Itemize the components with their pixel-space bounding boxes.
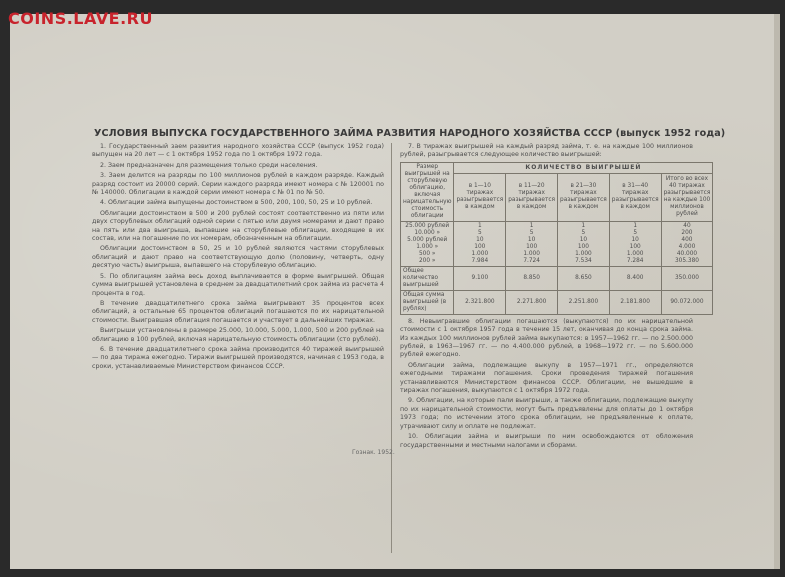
- table-cell: 1 5 10 100 1.000 7.284: [609, 221, 661, 266]
- site-watermark: COINS.LAVE.RU: [8, 9, 153, 28]
- right-column: [400, 143, 711, 452]
- paragraph: 2. Заем предназначен для размещения только среди населения.: [100, 161, 318, 169]
- printer-imprint: Гознак. 1952.: [352, 449, 395, 456]
- table-cell: 2.251.800: [558, 290, 610, 314]
- paragraph: 3. Заем делится на разряды по 100 миллионов рублей в каждом разряде. Каждый разряд состоит из 20000 серий. Серии каждого разряда имеют номера с № 120001 по № 140000. Облигации в каждой серии имеют номера с № 01 по № 50.: [92, 172, 384, 197]
- table-cell: 2.181.800: [609, 290, 661, 314]
- col-header: в 21—30 тиражах разыгрывается в каждом: [558, 173, 610, 221]
- document-title: УСЛОВИЯ ВЫПУСКА ГОСУДАРСТВЕННОГО ЗАЙМА РАЗВИТИЯ НАРОДНОГО ХОЗЯЙСТВА СССР (выпуск 1952 года): [94, 128, 726, 139]
- table-cell: 2.321.800: [454, 290, 506, 314]
- paragraph: 4. Облигации займа выпущены достоинством в 500, 200, 100, 50, 25 и 10 рублей.: [100, 199, 373, 207]
- paragraph: Облигации займа, подлежащие выкупу в 1957—1971 гг., определяются ежегодными тиражами погашения. Сроки проведения тиражей погашения устанавливаются Министерством финансов СССР. Облигации, не вышедшие в тиражах погашения, выкупаются с 1 октября 1972 года.: [400, 361, 693, 395]
- row-label: Общее количество выигрышей: [401, 266, 454, 290]
- paragraph: 9. Облигации, на которые пали выигрыши, а также облигации, подлежащие выкупу по их нарицательной стоимости, могут быть предъявлены для оплаты до 1 октября 1973 года; по истечении этого срока облигации, не предъявленные к оплате, утрачивают силу и оплате не подлежат.: [400, 397, 693, 430]
- table-cell: 40 200 400 4.000 40.000 305.380: [661, 221, 713, 266]
- table-cell: 1 5 10 100 1.000 7.984: [454, 221, 506, 266]
- col-header: Итого во всех 40 тиражах разыгрывается на каждые 100 миллионов рублей: [661, 173, 713, 221]
- paragraph: 6. В течение двадцатилетнего срока займа производится 40 тиражей выигрышей — по два тиража ежегодно. Тиражи выигрышей производятся, начиная с 1953 года, в сроки, устанавливаемые Министерством финансов СССР.: [92, 345, 384, 370]
- paragraph: 10. Облигации займа и выигрыши по ним освобождаются от обложения государственными и местными налогами и сборами.: [400, 433, 693, 449]
- left-column: [92, 143, 384, 373]
- paragraph: Облигации достоинством в 50, 25 и 10 рублей являются частями сторублевых облигаций и дают право на соответствующую долю (половину, четверть, одну десятую часть) выигрыша, выпавшего на сторублевую облигацию.: [92, 245, 384, 270]
- prize-size-header: Размер выигрышей на сторублевую облигацию, включая нарицательную стоимость облигации: [401, 162, 454, 221]
- table-cell: 350.000: [661, 266, 713, 290]
- row-label: Общая сумма выигрышей (в рублях): [401, 290, 454, 314]
- table-cell: 8.400: [609, 266, 661, 290]
- paragraph: 1. Государственный заем развития народного хозяйства СССР (выпуск 1952 года) выпущен на 20 лет — с 1 октября 1952 года по 1 октября 1972 года.: [92, 143, 384, 159]
- table-cell: 9.100: [454, 266, 506, 290]
- table-cell: 1 5 10 100 1.000 7.534: [558, 221, 610, 266]
- table-cell: 8.650: [558, 266, 610, 290]
- paragraph: Облигации достоинством в 500 и 200 рублей состоят соответственно из пяти или двух сторублевых облигаций одной серии с пятью или двумя номерами и дают право на пять или два выигрыша, выпавшие на сторублевые облигации, входящие в их состав, или на погашение по их номерам, обозначенным на облигации.: [92, 209, 384, 243]
- paragraph: 8. Невыигравшие облигации погашаются (выкупаются) по их нарицательной стоимости с 1 октября 1957 года в течение 15 лет, оканчивая до конца срока займа. Из каждых 100 миллионов рублей займа выкупаются: в 1957—1962 гг. — по 2.500.000 рублей, в 1963—1967 гг. — по 4.400.000 рублей, в 1968—1972 гг. — по 5.600.000 рублей ежегодно.: [400, 317, 693, 359]
- column-divider: [391, 143, 392, 553]
- col-header: в 11—20 тиражах разыгрывается в каждом: [506, 173, 558, 221]
- table-cell: 2.271.800: [506, 290, 558, 314]
- table-cell: 90.072.000: [661, 290, 713, 314]
- table-cell: 8.850: [506, 266, 558, 290]
- paragraph: Выигрыши установлены в размере 25.000, 10.000, 5.000, 1.000, 500 и 200 рублей на облигацию в 100 рублей, включая нарицательную стоимость облигации (сто рублей).: [92, 327, 384, 343]
- paragraph: 5. По облигациям займа весь доход выплачивается в форме выигрышей. Общая сумма выигрышей установлена в среднем за двадцатилетний срок займа из расчета 4 процента в год.: [92, 272, 384, 297]
- prize-sizes: 25.000 рублей 10.000 » 5.000 рублей 1.000 » 500 » 200 »: [401, 221, 454, 266]
- group-header: КОЛИЧЕСТВО ВЫИГРЫШЕЙ: [454, 162, 713, 173]
- winnings-table: [400, 162, 713, 315]
- paragraph: 7. В тиражах выигрышей на каждый разряд займа, т. е. на каждые 100 миллионов рублей, разыгрывается следующее количество выигрышей:: [400, 143, 693, 159]
- paper-edge: [774, 14, 780, 569]
- col-header: в 31—40 тиражах разыгрывается в каждом: [609, 173, 661, 221]
- paragraph: В течение двадцатилетнего срока займа выигрывают 35 процентов всех облигаций, а остальные 65 процентов облигаций погашаются по их нарицательной стоимости. Выигравшая облигация погашается и участвует в дальнейших тиражах.: [92, 299, 384, 324]
- table-cell: 1 5 10 100 1.000 7.724: [506, 221, 558, 266]
- col-header: в 1—10 тиражах разыгрывается в каждом: [454, 173, 506, 221]
